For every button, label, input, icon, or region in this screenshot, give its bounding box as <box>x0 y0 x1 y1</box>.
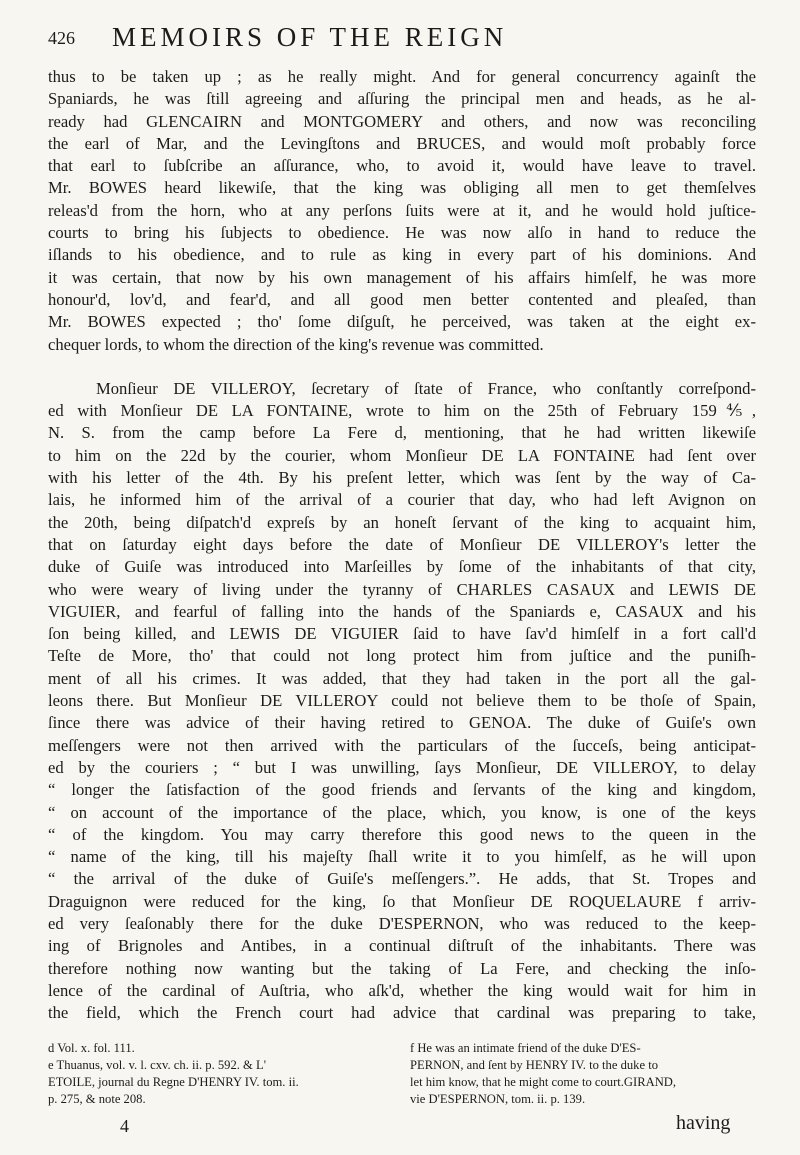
text-line: “ the arrival of the duke of Guiſe's meſſengers.”. He adds, that St. Tropes and <box>48 869 756 889</box>
text-line: Monſieur DE VILLEROY, ſecretary of ſtate of France, who conſtantly correſpond- <box>96 378 756 398</box>
text-line: the earl of Mar, and the Levingſtons and BRUCES, and would moſt probably force <box>48 133 756 153</box>
text-line: ſon being killed, and LEWIS DE VIGUIER ſaid to have ſav'd himſelf in a fort call'd <box>48 624 756 644</box>
catchword: having <box>676 1112 731 1134</box>
text-line: therefore nothing now wanting but the taking of La Fere, and checking the inſo- <box>48 958 756 978</box>
text-line: ſince there was advice of their having retired to GENOA. The duke of Guiſe's own <box>48 713 756 733</box>
text-line: duke of Guiſe was introduced into Marſeilles by ſome of the inhabitants of that city, <box>48 557 756 577</box>
footnote-line: let him know, that he might come to court.GIRAND, <box>410 1075 677 1089</box>
footnotes-left-column <box>48 1040 392 1108</box>
paragraph-gap <box>48 356 756 378</box>
text-line: “ longer the ſatisfaction of the good friends and ſervants of the king and kingdom, <box>48 780 756 800</box>
signature-mark: 4 <box>120 1116 129 1136</box>
text-line: who were weary of living under the tyranny of CHARLES CASAUX and LEWIS DE <box>48 579 756 599</box>
text-line: “ of the kingdom. You may carry therefore this good news to the queen in the <box>48 824 756 844</box>
footnote-line: d Vol. x. fol. 111. <box>48 1041 135 1055</box>
footnote-line: PERNON, and ſent by HENRY IV. to the duke to <box>410 1058 659 1072</box>
text-line: lais, he informed him of the arrival of a courier that day, who had left Avignon on <box>48 490 756 510</box>
text-line: “ name of the king, till his majeſty ſhall write it to you himſelf, as he will upon <box>48 847 756 867</box>
text-line: with his letter of the 4th. By his preſent letter, which was ſent by the way of Ca- <box>48 468 756 488</box>
text-line: Spaniards, he was ſtill agreeing and aſſuring the principal men and heads, as he al- <box>48 89 756 109</box>
text-line: VIGUIER, and fearful of falling into the hands of the Spaniards e, CASAUX and his <box>48 601 756 621</box>
text-line: ed by the couriers ; “ but I was unwilling, ſays Monſieur, DE VILLEROY, to delay <box>48 757 756 777</box>
page-body <box>48 66 756 1024</box>
page-number: 426 <box>48 28 75 48</box>
text-line: Teſte de More, tho' that could not long protect him from juſtice and the puniſh- <box>48 646 756 666</box>
paragraph-1 <box>48 66 756 356</box>
text-line: Draguignon were reduced for the king, ſo that Monſieur DE ROQUELAURE f arriv- <box>48 891 756 911</box>
page-header <box>48 22 753 52</box>
text-line: meſſengers were not then arrived with the particulars of the ſucceſs, being anticipat- <box>48 735 756 755</box>
text-line: ment of all his crimes. It was added, that they had taken in the port all the gal- <box>48 668 756 688</box>
running-title: MEMOIRS OF THE REIGN <box>112 22 508 52</box>
footnote-line: vie D'ESPERNON, tom. ii. p. 139. <box>410 1092 586 1106</box>
text-line: Mr. BOWES heard likewiſe, that the king was obliging all men to get themſelves <box>48 178 756 198</box>
footnote-line: p. 275, & note 208. <box>48 1092 146 1106</box>
text-line: ed very ſeaſonably there for the duke D'ESPERNON, who was reduced to the keep- <box>48 913 756 933</box>
text-line: the 20th, being diſpatch'd expreſs by an honeſt ſervant of the king to acquaint him, <box>48 512 756 532</box>
paragraph-2 <box>48 378 756 1025</box>
text-line: N. S. from the camp before La Fere d, mentioning, that he had written likewiſe <box>48 423 756 443</box>
text-line: it was certain, that now by his own management of his affairs himſelf, he was more <box>48 267 756 287</box>
text-line: ing of Brignoles and Antibes, in a continual diſtruſt of the inhabitants. There was <box>48 936 756 956</box>
footnote-line: ETOILE, journal du Regne D'HENRY IV. tom. ii. <box>48 1075 299 1089</box>
text-line: that earl to ſubſcribe an aſſurance, who, to avoid it, would have leave to travel. <box>48 156 756 176</box>
text-line: leons there. But Monſieur DE VILLEROY could not believe them to be thoſe of Spain, <box>48 691 756 711</box>
text-line: releas'd from the horn, who at any perſons ſuits were at it, and he would hold juſtice- <box>48 200 756 220</box>
text-line: the field, which the French court had advice that cardinal was preparing to take, <box>48 1003 756 1023</box>
text-line: iſlands to his obedience, and to rule as king in every part of his dominions. And <box>48 245 756 265</box>
text-line: courts to bring his ſubjects to obedience. He was now alſo in hand to reduce the <box>48 223 756 243</box>
text-line: to him on the 22d by the courier, whom Monſieur DE LA FONTAINE had ſent over <box>48 445 756 465</box>
text-line: that on ſaturday eight days before the date of Monſieur DE VILLEROY's letter the <box>48 534 756 554</box>
footnote-line: e Thuanus, vol. v. l. cxv. ch. ii. p. 592. & L' <box>48 1058 266 1072</box>
text-line: ed with Monſieur DE LA FONTAINE, wrote to him on the 25th of February 159⅘, <box>48 401 756 421</box>
text-line: lence of the cardinal of Auſtria, who aſk'd, whether the king would wait for him in <box>48 980 756 1000</box>
footnotes-right-column <box>410 1040 754 1108</box>
text-line: “ on account of the importance of the place, which, you know, is one of the keys <box>48 802 756 822</box>
text-line: ready had GLENCAIRN and MONTGOMERY and others, and now was reconciling <box>48 111 756 131</box>
text-line: honour'd, lov'd, and fear'd, and all good men better contented and pleaſed, than <box>48 289 756 309</box>
text-line: Mr. BOWES expected ; tho' ſome diſguſt, he perceived, was taken at the eight ex- <box>48 312 756 332</box>
text-line: chequer lords, to whom the direction of the king's revenue was committed. <box>48 334 544 354</box>
footnote-line: f He was an intimate friend of the duke D'ES- <box>410 1041 641 1055</box>
text-line: thus to be taken up ; as he really might. And for general concurrency againſt the <box>48 67 756 86</box>
